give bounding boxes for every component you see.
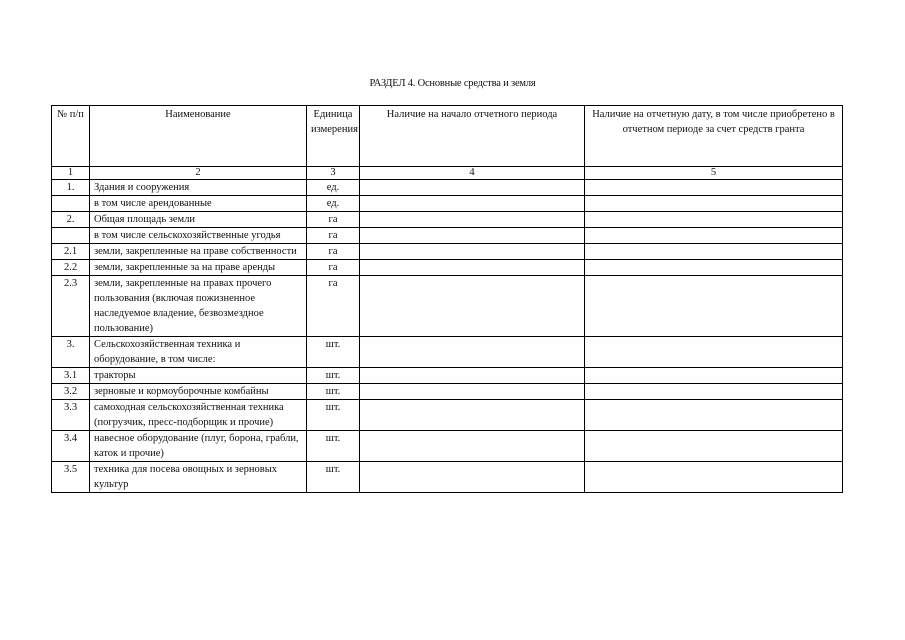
row-current-value: [585, 337, 843, 368]
header-unit: Единица измерения: [307, 106, 360, 167]
row-name: в том числе арендованные: [90, 196, 307, 212]
header-name: Наименование: [90, 106, 307, 167]
row-unit: шт.: [307, 400, 360, 431]
header-current: Наличие на отчетную дату, в том числе приобретено в отчетном периоде за счет средств гранта: [585, 106, 843, 167]
row-number: 3.4: [52, 431, 90, 462]
row-number: 2.: [52, 212, 90, 228]
table-row: [52, 368, 843, 384]
column-number: 2: [90, 167, 307, 180]
table-row: [52, 337, 843, 368]
row-unit: шт.: [307, 462, 360, 493]
row-current-value: [585, 212, 843, 228]
row-unit: шт.: [307, 337, 360, 368]
row-current-value: [585, 180, 843, 196]
row-start-value: [360, 260, 585, 276]
row-current-value: [585, 462, 843, 493]
row-name: Сельскохозяйственная техника и оборудование, в том числе:: [90, 337, 307, 368]
row-number: 2.3: [52, 276, 90, 337]
row-unit: ед.: [307, 196, 360, 212]
row-unit: га: [307, 276, 360, 337]
column-number: 3: [307, 167, 360, 180]
header-num: № п/п: [52, 106, 90, 167]
table-row: [52, 276, 843, 337]
row-start-value: [360, 180, 585, 196]
row-current-value: [585, 368, 843, 384]
row-start-value: [360, 384, 585, 400]
row-current-value: [585, 196, 843, 212]
row-current-value: [585, 260, 843, 276]
row-name: Здания и сооружения: [90, 180, 307, 196]
row-unit: га: [307, 212, 360, 228]
column-number: 5: [585, 167, 843, 180]
table-row: [52, 400, 843, 431]
row-current-value: [585, 400, 843, 431]
table-row: [52, 180, 843, 196]
table-row: [52, 228, 843, 244]
row-name: земли, закрепленные за на праве аренды: [90, 260, 307, 276]
column-number: 4: [360, 167, 585, 180]
row-current-value: [585, 431, 843, 462]
row-current-value: [585, 244, 843, 260]
row-name: навесное оборудование (плуг, борона, грабли, каток и прочие): [90, 431, 307, 462]
row-name: техника для посева овощных и зерновых культур: [90, 462, 307, 493]
row-number: [52, 196, 90, 212]
row-unit: га: [307, 244, 360, 260]
column-number: 1: [52, 167, 90, 180]
row-name: земли, закрепленные на правах прочего пользования (включая пожизненное наследуемое владение, безвозмездное пользование): [90, 276, 307, 337]
row-name: тракторы: [90, 368, 307, 384]
row-number: 3.2: [52, 384, 90, 400]
table-row: [52, 212, 843, 228]
column-number-row: [52, 167, 843, 180]
row-start-value: [360, 228, 585, 244]
row-start-value: [360, 276, 585, 337]
row-unit: шт.: [307, 431, 360, 462]
row-start-value: [360, 400, 585, 431]
row-start-value: [360, 462, 585, 493]
row-number: 2.2: [52, 260, 90, 276]
row-number: 3.: [52, 337, 90, 368]
row-start-value: [360, 368, 585, 384]
row-unit: га: [307, 228, 360, 244]
row-start-value: [360, 244, 585, 260]
row-name: в том числе сельскохозяйственные угодья: [90, 228, 307, 244]
row-number: 2.1: [52, 244, 90, 260]
row-unit: га: [307, 260, 360, 276]
row-number: 3.3: [52, 400, 90, 431]
section-title: РАЗДЕЛ 4. Основные средства и земля: [369, 78, 536, 89]
row-unit: шт.: [307, 368, 360, 384]
row-number: [52, 228, 90, 244]
row-name: самоходная сельскохозяйственная техника (погрузчик, пресс-подборщик и прочие): [90, 400, 307, 431]
row-unit: шт.: [307, 384, 360, 400]
row-start-value: [360, 431, 585, 462]
table-row: [52, 244, 843, 260]
row-current-value: [585, 276, 843, 337]
table-row: [52, 196, 843, 212]
header-start: Наличие на начало отчетного периода: [360, 106, 585, 167]
row-number: 3.5: [52, 462, 90, 493]
table-row: [52, 431, 843, 462]
fixed-assets-table: [51, 105, 843, 493]
row-name: Общая площадь земли: [90, 212, 307, 228]
row-name: земли, закрепленные на праве собственности: [90, 244, 307, 260]
row-name: зерновые и кормоуборочные комбайны: [90, 384, 307, 400]
header-row: [52, 106, 843, 167]
table-row: [52, 462, 843, 493]
row-current-value: [585, 228, 843, 244]
row-number: 3.1: [52, 368, 90, 384]
row-unit: ед.: [307, 180, 360, 196]
table-row: [52, 260, 843, 276]
row-start-value: [360, 337, 585, 368]
row-start-value: [360, 212, 585, 228]
row-current-value: [585, 384, 843, 400]
row-number: 1.: [52, 180, 90, 196]
row-start-value: [360, 196, 585, 212]
table-row: [52, 384, 843, 400]
